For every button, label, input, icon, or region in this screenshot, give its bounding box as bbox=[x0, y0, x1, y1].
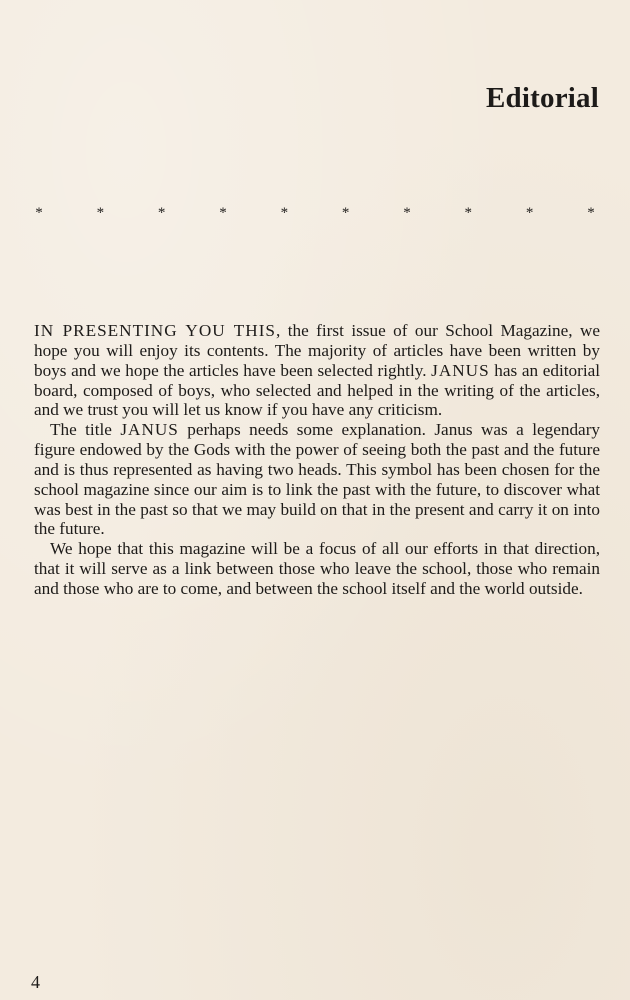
paragraph-3 bbox=[34, 539, 600, 599]
star-icon: * bbox=[35, 205, 43, 221]
star-icon: * bbox=[157, 205, 166, 221]
page-heading: Editorial bbox=[486, 82, 599, 114]
opening-phrase: IN PRESENTING YOU THIS bbox=[34, 321, 276, 340]
paragraph-1 bbox=[34, 321, 600, 420]
star-divider bbox=[34, 206, 596, 221]
star-icon: * bbox=[525, 205, 534, 221]
magazine-title: JANUS bbox=[431, 360, 490, 380]
page-number: 4 bbox=[31, 972, 40, 992]
star-icon: * bbox=[341, 205, 350, 221]
paragraph-2-text-before: The title bbox=[50, 420, 121, 440]
star-icon: * bbox=[587, 205, 595, 221]
star-icon: * bbox=[219, 205, 227, 221]
star-icon: * bbox=[96, 205, 105, 221]
paragraph-2-text-after: perhaps needs some explanation. Janus was a legendary figure endowed by the Gods with the power of seeing both the past and the future and is thus represented as having two heads. This symbol has been chosen for the school magazine since our aim is to link the past with the future, to discover what was best in the past so that we may build on that in the present and carry it on into the future. bbox=[34, 420, 601, 539]
paragraph-2 bbox=[34, 420, 600, 539]
paragraph-3-text: We hope that this magazine will be a focus of all our efforts in that direction, that it will serve as a link between those who leave the school, those who remain and those who are to come, and between the school itself and the world outside. bbox=[34, 539, 600, 598]
star-icon: * bbox=[280, 205, 289, 221]
star-icon: * bbox=[403, 205, 411, 221]
paragraph-1-text-continued: has an editorial board, composed of boys, who selected and helped in the writing of the articles, and we trust you will let us know if you have any criticism. bbox=[34, 360, 601, 420]
magazine-title: JANUS bbox=[120, 420, 179, 440]
paragraph-1-text: , the first issue of our School Magazine, we hope you will enjoy its contents. The majority of articles have been written by boys and we hope the articles have been selected rightly. bbox=[34, 321, 600, 380]
star-icon: * bbox=[464, 205, 473, 221]
editorial-text bbox=[34, 321, 600, 599]
